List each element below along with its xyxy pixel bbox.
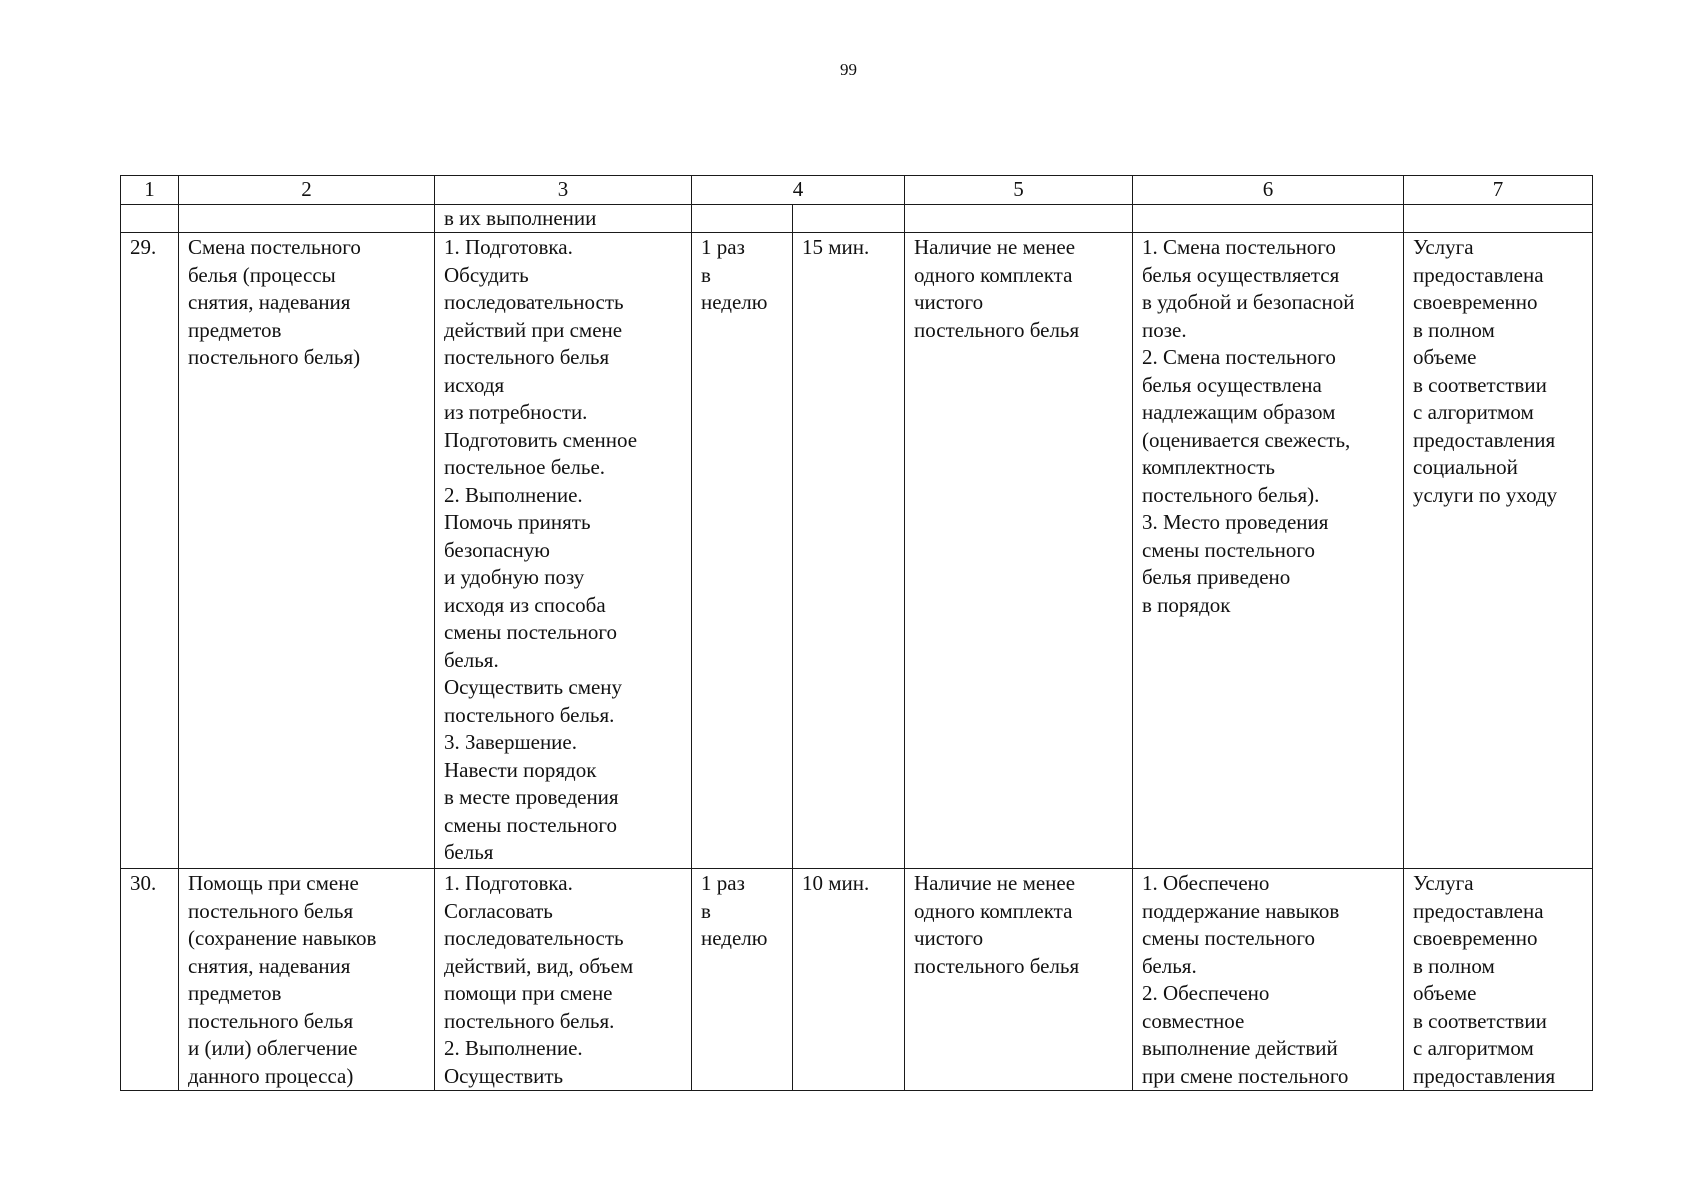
service-conditions: Наличие не менее одного комплекта чистого постельного белья: [905, 233, 1133, 869]
table-row: [121, 233, 1593, 869]
header-col-1: 1: [121, 176, 179, 205]
row-number: 30.: [121, 869, 179, 1091]
page-number: 99: [840, 60, 857, 79]
header-col-7: 7: [1404, 176, 1593, 205]
header-col-4: 4: [692, 176, 905, 205]
service-quality: 1. Смена постельного белья осуществляется в удобной и безопасной позе. 2. Смена постельного белья осуществлена надлежащим образом (оценивается свежесть, комплектность постельного белья). 3. Место проведения смены постельного белья приведено в порядок: [1133, 233, 1404, 869]
cont-cell-5: [905, 204, 1133, 233]
header-row: [121, 176, 1593, 205]
table-row: [121, 869, 1593, 1091]
cont-cell-6: [1133, 204, 1404, 233]
service-duration: 15 мин.: [793, 233, 905, 869]
service-frequency: 1 раз в неделю: [692, 869, 793, 1091]
service-frequency: 1 раз в неделю: [692, 233, 793, 869]
service-conditions: Наличие не менее одного комплекта чистого постельного белья: [905, 869, 1133, 1091]
header-col-6: 6: [1133, 176, 1404, 205]
cont-cell-2: [179, 204, 435, 233]
cont-cell-3: в их выполнении: [435, 204, 692, 233]
service-steps: 1. Подготовка. Согласовать последовательность действий, вид, объем помощи при смене постельного белья. 2. Выполнение. Осуществить: [435, 869, 692, 1091]
cont-cell-7: [1404, 204, 1593, 233]
continuation-row: [121, 204, 1593, 233]
row-number: 29.: [121, 233, 179, 869]
header-col-2: 2: [179, 176, 435, 205]
service-result: Услуга предоставлена своевременно в полном объеме в соответствии с алгоритмом предоставления: [1404, 869, 1593, 1091]
service-name: Смена постельного белья (процессы снятия, надевания предметов постельного белья): [179, 233, 435, 869]
service-result: Услуга предоставлена своевременно в полном объеме в соответствии с алгоритмом предоставления социальной услуги по уходу: [1404, 233, 1593, 869]
cont-cell-4b: [793, 204, 905, 233]
service-duration: 10 мин.: [793, 869, 905, 1091]
header-col-5: 5: [905, 176, 1133, 205]
cont-cell-1: [121, 204, 179, 233]
service-name: Помощь при смене постельного белья (сохранение навыков снятия, надевания предметов постельного белья и (или) облегчение данного процесса): [179, 869, 435, 1091]
services-table: [120, 175, 1593, 1091]
service-steps: 1. Подготовка. Обсудить последовательность действий при смене постельного белья исходя из потребности. Подготовить сменное постельное белье. 2. Выполнение. Помочь принять безопасную и удобную позу исходя из способа смены постельного белья. Осуществить смену постельного белья. 3. Завершение. Навести порядок в месте проведения смены постельного белья: [435, 233, 692, 869]
cont-cell-4a: [692, 204, 793, 233]
service-quality: 1. Обеспечено поддержание навыков смены постельного белья. 2. Обеспечено совместное выполнение действий при смене постельного: [1133, 869, 1404, 1091]
header-col-3: 3: [435, 176, 692, 205]
